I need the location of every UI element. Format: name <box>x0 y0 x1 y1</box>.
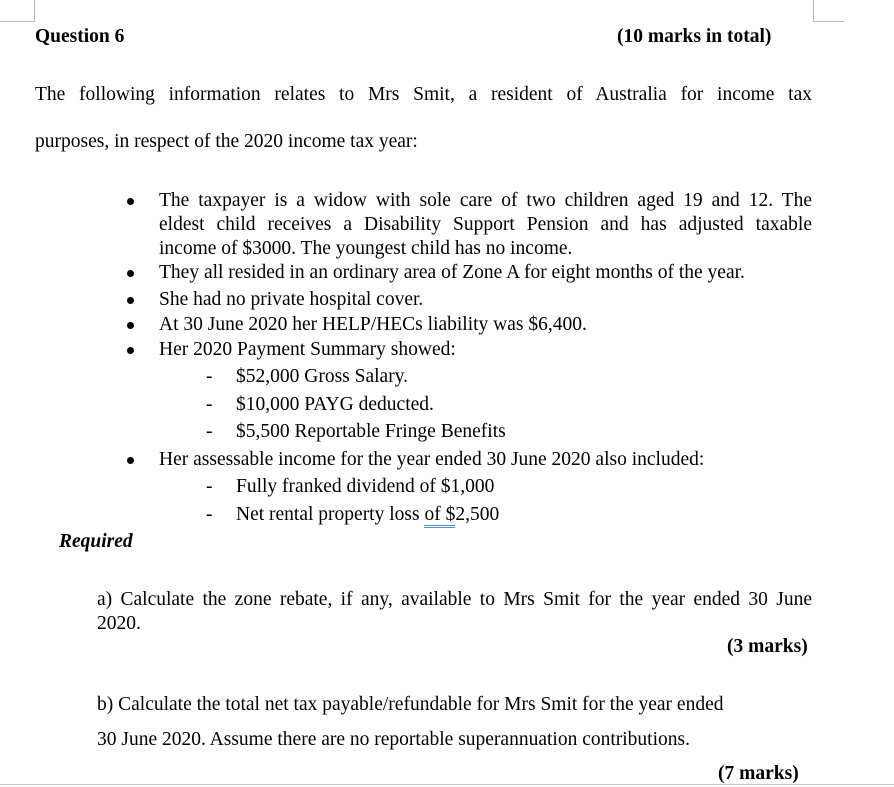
bullet-2-text: They all resided in an ordinary area of Zone A for eight months of the year. <box>159 262 745 283</box>
rental-loss-underlined: of $ <box>424 504 455 528</box>
part-a-line-1: a) Calculate the zone rebate, if any, available to Mrs Smit for the year ended 30 June <box>97 589 812 610</box>
bullet-marker <box>127 322 134 329</box>
bullet-marker <box>127 297 134 304</box>
payment-summary-item: $10,000 PAYG deducted. <box>236 394 434 415</box>
intro-line-2: purposes, in respect of the 2020 income tax year: <box>35 131 418 152</box>
dash-marker: - <box>206 421 213 442</box>
payment-summary-item: $5,500 Reportable Fringe Benefits <box>236 421 506 442</box>
assessable-income-item: Fully franked dividend of $1,000 <box>236 476 495 497</box>
dash-marker: - <box>206 504 213 525</box>
assessable-income-item <box>236 504 499 526</box>
bullet-6-text: Her assessable income for the year ended 30 June 2020 also included: <box>159 449 705 470</box>
crop-mark-top-left <box>0 0 35 22</box>
page-bottom-edge <box>0 784 894 785</box>
rental-loss-amount: 2,500 <box>455 504 500 525</box>
bullet-4-text: At 30 June 2020 her HELP/HECs liability was $6,400. <box>159 314 587 335</box>
part-b-line-2: 30 June 2020. Assume there are no reportable superannuation contributions. <box>97 729 690 750</box>
part-a-marks: (3 marks) <box>727 636 808 657</box>
total-marks: (10 marks in total) <box>617 26 772 47</box>
bullet-1-line-2: eldest child receives a Disability Support Pension and has adjusted taxable <box>159 214 812 235</box>
dash-marker: - <box>206 394 213 415</box>
dash-marker: - <box>206 476 213 497</box>
intro-line-1: The following information relates to Mrs Smit, a resident of Australia for income tax <box>35 84 812 105</box>
bullet-marker <box>127 198 134 205</box>
bullet-marker <box>127 457 134 464</box>
bullet-3-text: She had no private hospital cover. <box>159 289 424 310</box>
rental-loss-prefix: Net rental property loss <box>236 504 425 525</box>
required-heading: Required <box>59 531 133 552</box>
part-b-marks: (7 marks) <box>718 763 799 784</box>
dash-marker: - <box>206 366 213 387</box>
bullet-1-line-3: income of $3000. The youngest child has no income. <box>159 238 573 259</box>
bullet-5-text: Her 2020 Payment Summary showed: <box>159 339 456 360</box>
bullet-1-line-1: The taxpayer is a widow with sole care of two children aged 19 and 12. The <box>159 190 812 211</box>
bullet-marker <box>127 270 134 277</box>
question-title: Question 6 <box>35 26 125 47</box>
part-a-line-2: 2020. <box>97 613 141 634</box>
payment-summary-item: $52,000 Gross Salary. <box>236 366 409 387</box>
part-b-line-1: b) Calculate the total net tax payable/refundable for Mrs Smit for the year ended <box>97 694 724 715</box>
bullet-marker <box>127 347 134 354</box>
crop-mark-top-right <box>813 0 844 22</box>
